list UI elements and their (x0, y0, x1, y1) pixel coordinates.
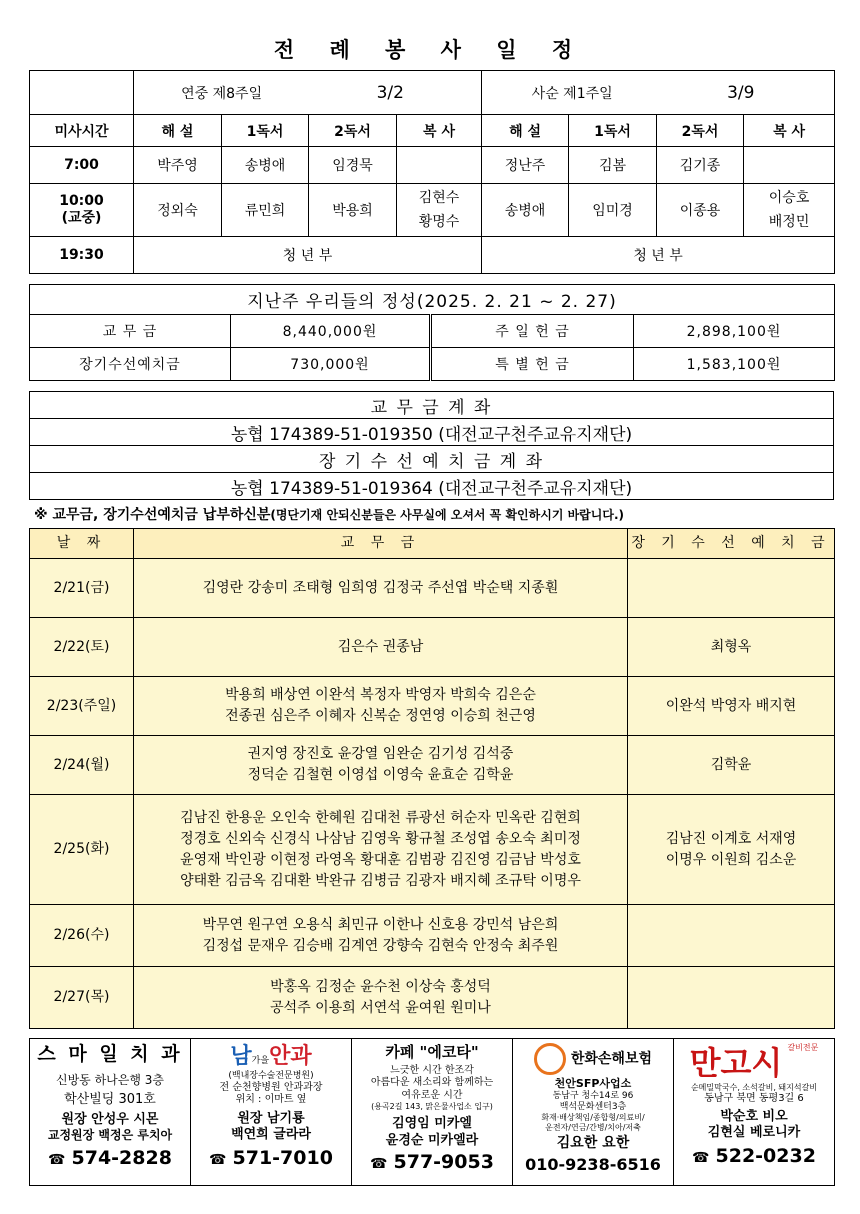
role-header: 해 설 (134, 115, 222, 147)
ad-owner: 김영임 미카엘 (392, 1116, 472, 1132)
week1-date: 3/2 (376, 82, 404, 103)
ad-line: (백내장수술전문병원) (228, 1070, 314, 1081)
ad-phone (352, 1151, 512, 1175)
liturgy-schedule-table (29, 70, 835, 274)
server-name: 박주영 (134, 147, 222, 184)
phone-number: 522-0232 (715, 1145, 816, 1167)
ad-line: 화재·배상책임/종합형/의료비/ (541, 1113, 645, 1123)
ad-phone (191, 1147, 351, 1171)
table-row (30, 618, 835, 677)
accounts-table (29, 391, 834, 500)
logo-tag: 갈비전문 (787, 1043, 819, 1052)
row-date: 2/24(월) (30, 736, 134, 795)
row-repair (628, 559, 835, 618)
server-name: 송병애 (222, 147, 309, 184)
ad-title: 한화손해보험 (570, 1051, 653, 1067)
ad-phone (30, 1147, 190, 1171)
offering-title: 지난주 우리들의 정성(2025. 2. 21 ~ 2. 27) (30, 285, 835, 315)
ad-line: 백석문화센터3층 (559, 1102, 627, 1112)
server-name: 류민희 (222, 184, 309, 237)
mass-time: 7:00 (30, 147, 134, 184)
youth-group-cell: 청 년 부 (482, 237, 835, 274)
ad-title: 만고시 (689, 1044, 783, 1082)
week1-header (134, 71, 482, 115)
ad-cafe-ecota (352, 1039, 513, 1186)
server-name: 이종용 (657, 184, 744, 237)
ad-owner: 김요한 요한 (556, 1135, 630, 1152)
table-row (30, 677, 835, 736)
ad-line: 순메밀막국수, 소석갈비, 돼지석갈비 (690, 1083, 818, 1092)
ad-line: 느긋한 시간 한조각 (390, 1064, 474, 1076)
ad-smile-dental (30, 1039, 191, 1186)
row-names: 박홍옥 김정순 윤수천 이상숙 홍성덕 공석주 이용희 서연석 윤여원 원미나 (134, 967, 628, 1029)
server-name: 정난주 (482, 147, 569, 184)
youth-group-cell: 청 년 부 (134, 237, 482, 274)
row-names: 김남진 한용운 오인숙 한혜원 김대천 류광선 허순자 민옥란 김현희 정경호 신외숙 신경식 나삼남 김영욱 황규철 조성엽 송오숙 최미정 윤영재 박인광 이현정 라영옥 황대훈 김범광 김진영 김금남 박성호 양태환 김금옥 김대환 박완규 김병금 김광자 배지혜 조규탁 이명우 (134, 795, 628, 905)
row-date: 2/21(금) (30, 559, 134, 618)
phone-number: 010-9238-6516 (525, 1154, 661, 1174)
server-name: 송병애 (482, 184, 569, 237)
ad-owner: 교정원장 백정은 루치아 (47, 1128, 173, 1143)
row-repair (628, 905, 835, 967)
table-row (30, 905, 835, 967)
ad-line: 동남구 청수14로 96 (552, 1090, 634, 1101)
row-repair: 최형옥 (628, 618, 835, 677)
role-header: 2독서 (309, 115, 397, 147)
offering-label: 특 별 헌 금 (431, 348, 634, 381)
row-names: 김은수 권종남 (134, 618, 628, 677)
offering-value: 2,898,100원 (634, 315, 835, 348)
col-dues: 교 무 금 (134, 529, 628, 559)
row-names: 박용희 배상연 이완석 복정자 박영자 박희숙 김은순 전종권 심은주 이혜자 신복순 정연영 이승희 천근영 (134, 677, 628, 736)
role-header: 해 설 (482, 115, 569, 147)
page-title: 전 례 봉 사 일 정 (273, 38, 587, 62)
account-number: 농협 174389-51-019364 (대전교구천주교유지재단) (30, 473, 834, 500)
ad-phone (513, 1155, 673, 1175)
phone-icon: ☎ (692, 1150, 710, 1166)
row-names: 권지영 장진호 윤강열 임완순 김기성 김석중 정덕순 김철현 이영섭 이영숙 윤효순 김학윤 (134, 736, 628, 795)
server-name: 임미경 (569, 184, 657, 237)
row-repair: 김학윤 (628, 736, 835, 795)
phone-number: 571-7010 (232, 1147, 333, 1170)
payment-note (34, 504, 624, 524)
ad-logo (513, 1043, 673, 1075)
week2-date: 3/9 (727, 82, 755, 103)
week2-name: 사순 제1주일 (531, 85, 613, 102)
offering-value: 730,000원 (231, 348, 431, 381)
ad-phone (674, 1145, 834, 1169)
sponsor-ads (29, 1038, 835, 1186)
ad-line: 신방동 하나은행 3층 (55, 1072, 164, 1087)
week2-header (482, 71, 835, 115)
corner-cell (30, 71, 134, 115)
server-name (397, 147, 482, 184)
account-title: 교 무 금 계 좌 (30, 392, 834, 419)
server-name: 박용희 (309, 184, 397, 237)
ad-line: 학산빌딩 301호 (64, 1091, 156, 1107)
offering-label: 교 무 금 (30, 315, 231, 348)
mass-time: 10:00 (교중) (30, 184, 134, 237)
server-name (744, 147, 835, 184)
ad-line: 동남구 북면 동평3길 6 (704, 1093, 804, 1104)
col-date: 날 짜 (30, 529, 134, 559)
ad-owner: 원장 남기룡 (237, 1110, 305, 1126)
ad-logo (191, 1043, 351, 1071)
table-row (30, 967, 835, 1029)
offering-value: 8,440,000원 (231, 315, 431, 348)
ad-title: 카페 "에코타" (385, 1043, 479, 1061)
phone-number: 574-2828 (71, 1147, 172, 1170)
offering-table (29, 284, 835, 381)
ad-owner: 백연희 글라라 (231, 1127, 311, 1142)
ad-owner: 윤경순 미카엘라 (385, 1132, 479, 1148)
ad-line: 운전자/연금/간병/치아/저축 (545, 1123, 641, 1133)
role-header: 1독서 (222, 115, 309, 147)
note-small: (명단기재 안되신분들은 사무실에 오셔서 꼭 확인하시기 바랍니다.) (270, 508, 625, 522)
phone-icon: ☎ (370, 1155, 388, 1172)
ad-line: 아름다운 새소리와 함께하는 (370, 1077, 494, 1089)
table-row (30, 559, 835, 618)
ad-logo (674, 1043, 834, 1083)
row-repair (628, 967, 835, 1029)
server-name: 임경묵 (309, 147, 397, 184)
row-names: 김영란 강송미 조태형 임희영 김정국 주선엽 박순택 지종훤 (134, 559, 628, 618)
role-header: 1독서 (569, 115, 657, 147)
note-main: ※ 교무금, 장기수선예치금 납부하신분 (34, 507, 271, 523)
col-mass-time: 미사시간 (30, 115, 134, 147)
phone-number: 577-9053 (393, 1150, 494, 1173)
phone-icon: ☎ (48, 1152, 66, 1169)
ad-mangosi-restaurant (674, 1039, 835, 1186)
row-date: 2/27(목) (30, 967, 134, 1029)
row-date: 2/26(수) (30, 905, 134, 967)
ad-line: 천안SFP사업소 (554, 1077, 632, 1090)
row-repair: 이완석 박영자 배지현 (628, 677, 835, 736)
offering-label: 주 일 헌 금 (431, 315, 634, 348)
account-number: 농협 174389-51-019350 (대전교구천주교유지재단) (30, 419, 834, 446)
hanwha-logo-icon (534, 1043, 566, 1075)
ad-line: 위치 : 이마트 옆 (235, 1094, 307, 1106)
ad-title: 스 마 일 치 과 (37, 1043, 183, 1065)
ad-hanwha-insurance (513, 1039, 674, 1186)
server-name: 김기종 (657, 147, 744, 184)
role-header: 복 사 (744, 115, 835, 147)
logo-nam: 남 (230, 1044, 252, 1069)
ad-owner: 원장 안성우 시몬 (61, 1112, 159, 1127)
offering-value: 1,583,100원 (634, 348, 835, 381)
row-date: 2/25(화) (30, 795, 134, 905)
row-repair: 김남진 이계호 서재영 이명우 이원희 김소운 (628, 795, 835, 905)
ad-owner: 김현실 베로니카 (707, 1124, 801, 1140)
ad-nam-eye-clinic (191, 1039, 352, 1186)
ad-line: (용곡2길 143, 맑은물사업소 입구) (371, 1102, 493, 1112)
row-date: 2/22(토) (30, 618, 134, 677)
table-row (30, 736, 835, 795)
server-name: 정외숙 (134, 184, 222, 237)
server-name: 김봄 (569, 147, 657, 184)
account-title: 장 기 수 선 예 치 금 계 좌 (30, 446, 834, 473)
table-row (30, 795, 835, 905)
ad-owner: 박순호 비오 (720, 1108, 788, 1124)
row-date: 2/23(주일) (30, 677, 134, 736)
role-header: 2독서 (657, 115, 744, 147)
mass-time: 19:30 (30, 237, 134, 274)
logo-clinic: 안과 (269, 1044, 312, 1069)
row-names: 박무연 원구연 오용식 최민규 이한나 신호용 강민석 남은희 김정섭 문재우 김승배 김계연 강향숙 김현숙 안정숙 최주원 (134, 905, 628, 967)
offering-label: 장기수선예치금 (30, 348, 231, 381)
col-repair: 장 기 수 선 예 치 금 (628, 529, 835, 559)
ad-line: 전 순천향병원 안과과장 (219, 1081, 323, 1093)
server-name: 김현수 황명수 (397, 184, 482, 237)
server-name: 이승호 배정민 (744, 184, 835, 237)
logo-pre: 가을 (251, 1056, 270, 1066)
ad-line: 여유로운 시간 (401, 1089, 463, 1101)
payers-table (29, 528, 835, 1029)
week1-name: 연중 제8주일 (181, 85, 263, 102)
phone-icon: ☎ (209, 1152, 227, 1169)
role-header: 복 사 (397, 115, 482, 147)
